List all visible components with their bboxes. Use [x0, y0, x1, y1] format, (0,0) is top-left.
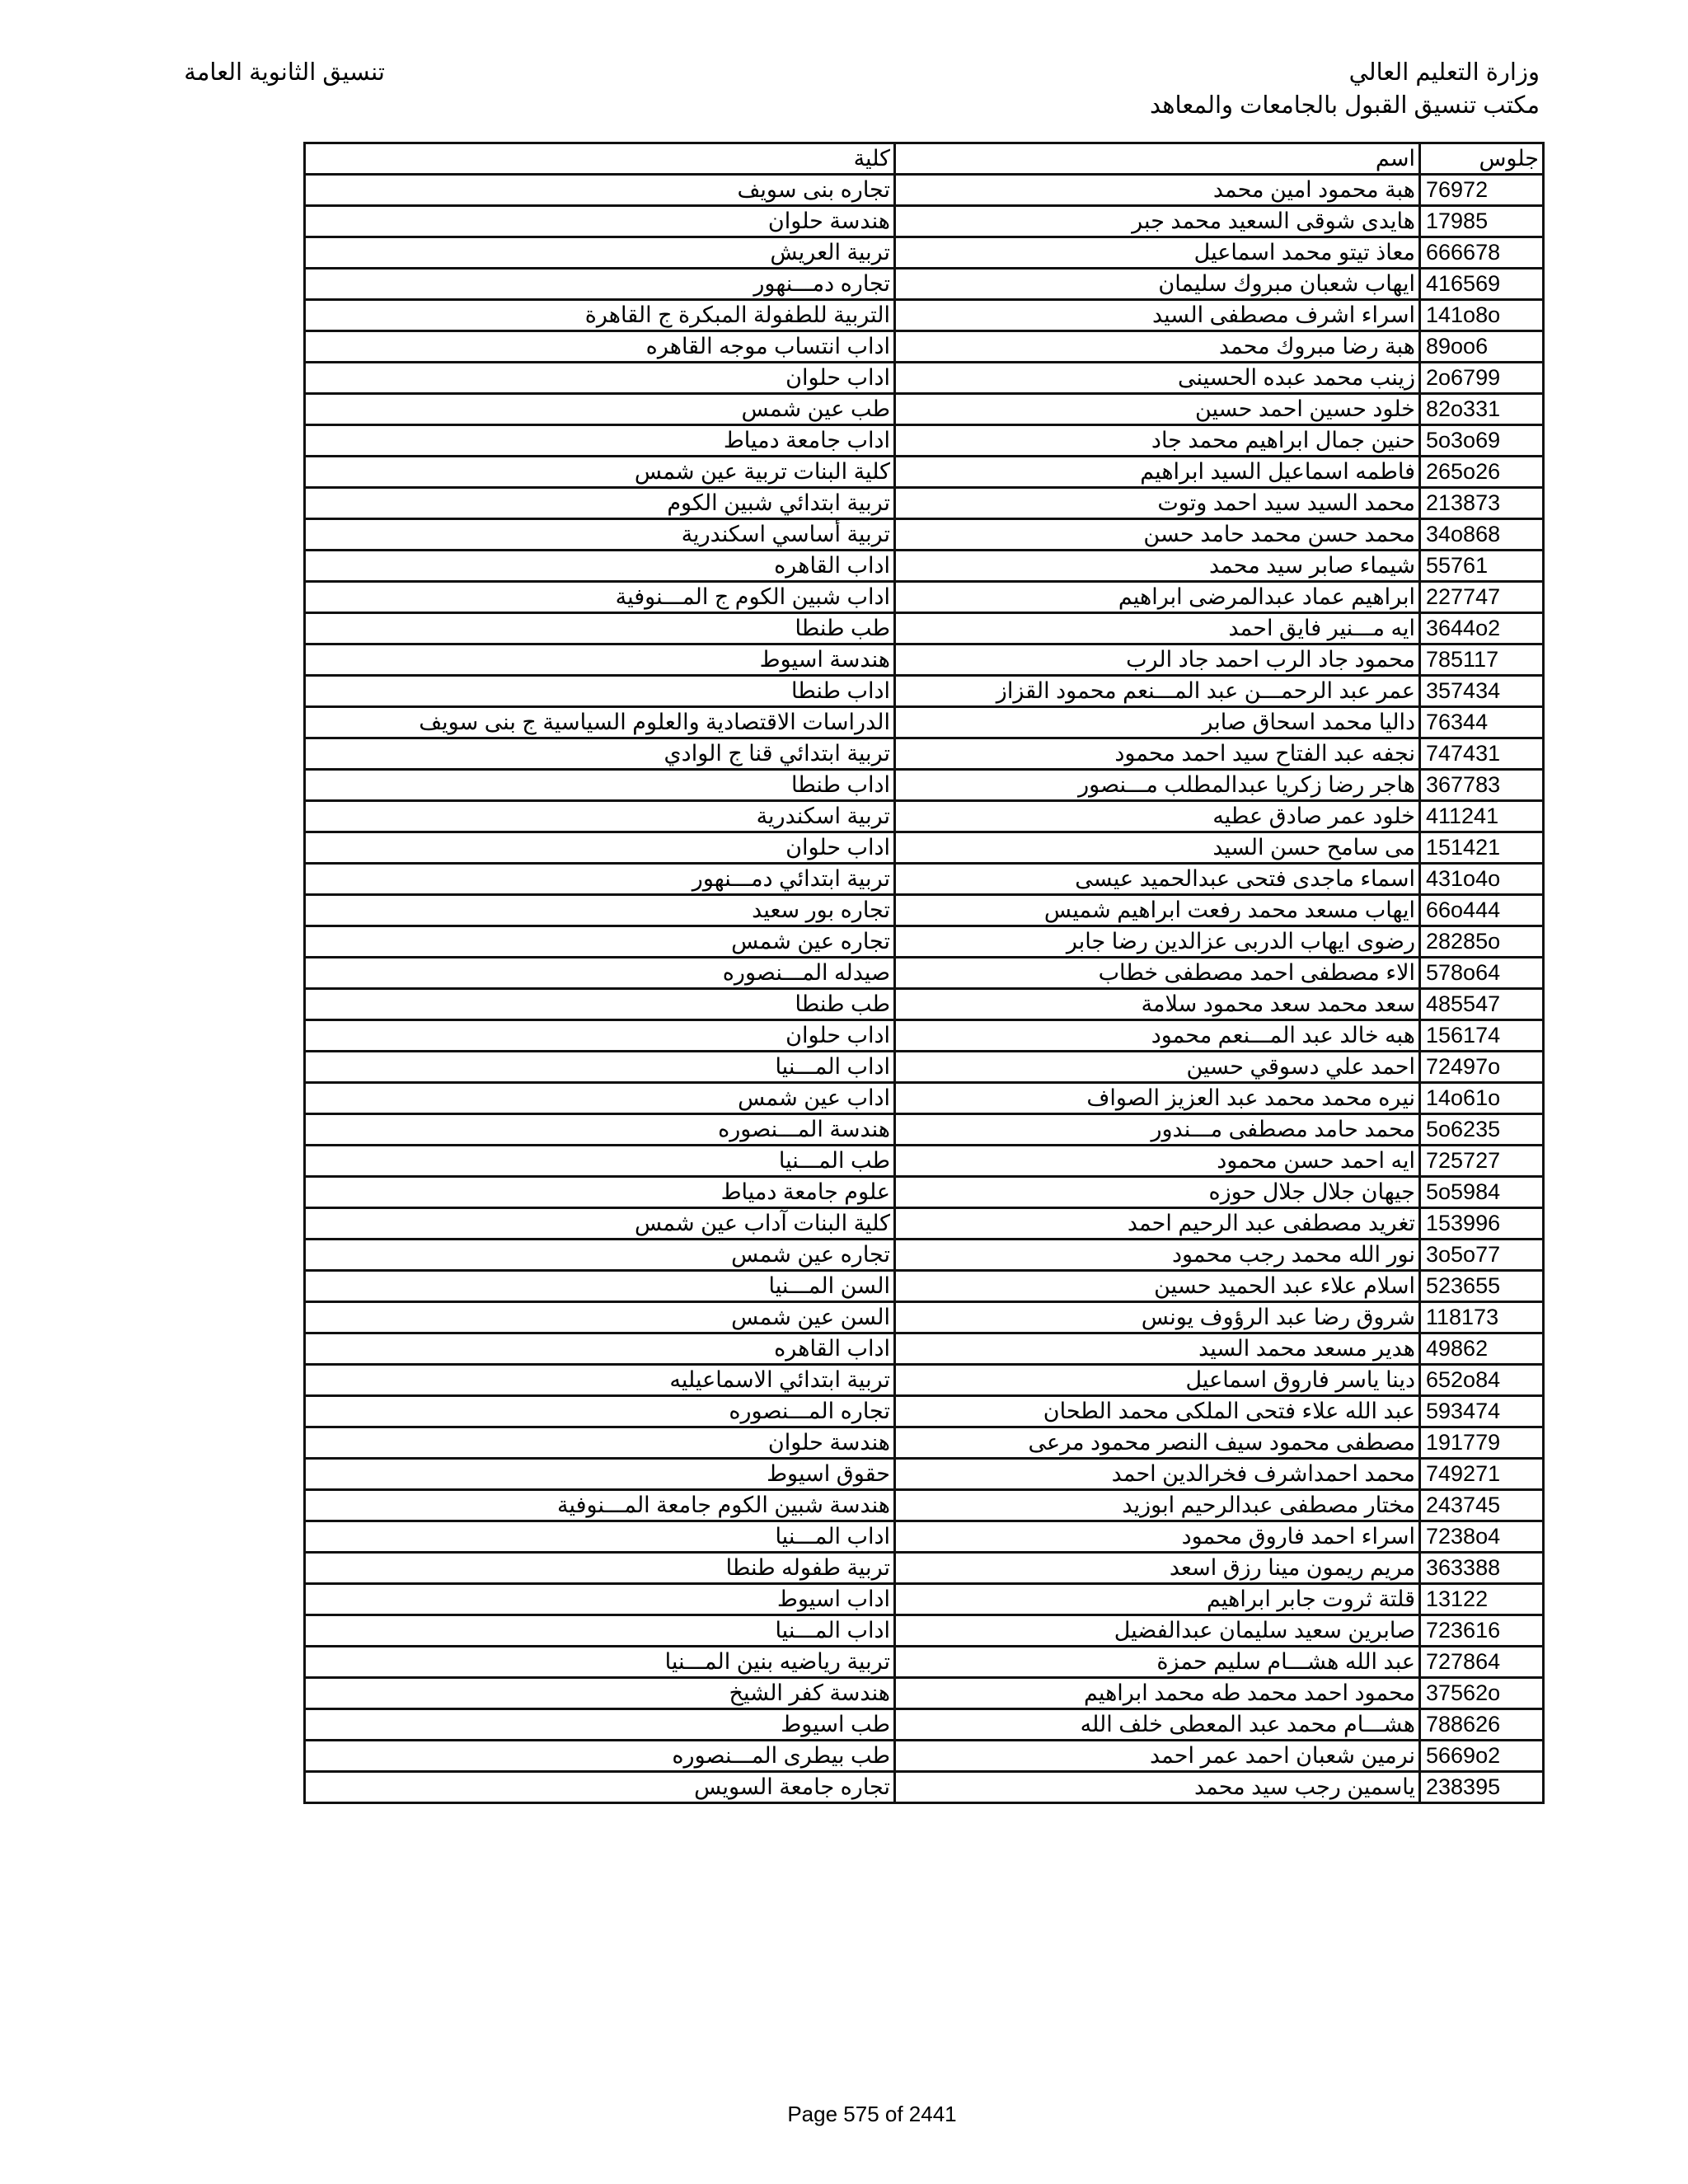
- seat-number: 153996: [1420, 1208, 1544, 1240]
- table-row: [305, 1709, 1544, 1741]
- student-name: نرمين شعبان احمد عمر احمد: [895, 1741, 1420, 1772]
- seat-number: 66o444: [1420, 895, 1544, 926]
- table-row: [305, 1240, 1544, 1271]
- student-name: ايهاب شعبان مبروك سليمان: [895, 269, 1420, 300]
- table-row: [305, 613, 1544, 644]
- student-name: خلود عمر صادق عطيه: [895, 801, 1420, 832]
- seat-number: 28285o: [1420, 926, 1544, 958]
- table-row: [305, 269, 1544, 300]
- student-name: دينا ياسر فاروق اسماعيل: [895, 1365, 1420, 1396]
- table-row: [305, 1114, 1544, 1146]
- seat-number: 156174: [1420, 1020, 1544, 1052]
- student-name: زينب محمد عبده الحسينى: [895, 363, 1420, 394]
- college: هندسة حلوان: [305, 1427, 895, 1459]
- college: تربية ابتدائي دمـــنهور: [305, 864, 895, 895]
- student-name: رضوى ايهاب الدربى عزالدين رضا جابر: [895, 926, 1420, 958]
- results-table: [303, 142, 1545, 1804]
- college: تجاره عين شمس: [305, 926, 895, 958]
- college: هندسة اسيوط: [305, 644, 895, 676]
- table-row: [305, 1584, 1544, 1615]
- student-name: حنين جمال ابراهيم محمد جاد: [895, 425, 1420, 457]
- college: السن المـــنيا: [305, 1271, 895, 1302]
- seat-number: 49862: [1420, 1333, 1544, 1365]
- college: تربية العريش: [305, 237, 895, 269]
- seat-number: 788626: [1420, 1709, 1544, 1741]
- table-row: [305, 801, 1544, 832]
- student-name: ايهاب مسعد محمد رفعت ابراهيم شميس: [895, 895, 1420, 926]
- college: تجاره جامعة السويس: [305, 1772, 895, 1803]
- table-row: [305, 394, 1544, 425]
- seat-number: 5669o2: [1420, 1741, 1544, 1772]
- college: هندسة شبين الكوم جامعة المـــنوفية: [305, 1490, 895, 1521]
- table-row: [305, 237, 1544, 269]
- seat-number: 55761: [1420, 551, 1544, 582]
- student-name: سعد محمد سعد محمود سلامة: [895, 989, 1420, 1020]
- college: علوم جامعة دمياط: [305, 1177, 895, 1208]
- seat-number: 416569: [1420, 269, 1544, 300]
- student-name: ياسمين رجب سيد محمد: [895, 1772, 1420, 1803]
- table-row: [305, 864, 1544, 895]
- student-name: تغريد مصطفى عبد الرحيم احمد: [895, 1208, 1420, 1240]
- table-row: [305, 519, 1544, 551]
- student-name: محمود احمد محمد طه محمد ابراهيم: [895, 1678, 1420, 1709]
- student-name: ايه مـــنير فايق احمد: [895, 613, 1420, 644]
- college: طب بيطرى المـــنصوره: [305, 1741, 895, 1772]
- header-name: اسم: [895, 143, 1420, 175]
- seat-number: 238395: [1420, 1772, 1544, 1803]
- table-row: [305, 989, 1544, 1020]
- seat-number: 5o6235: [1420, 1114, 1544, 1146]
- seat-number: 2o6799: [1420, 363, 1544, 394]
- table-row: [305, 895, 1544, 926]
- seat-number: 72497o: [1420, 1052, 1544, 1083]
- seat-number: 141o8o: [1420, 300, 1544, 331]
- college: اداب المـــنيا: [305, 1052, 895, 1083]
- seat-number: 578o64: [1420, 958, 1544, 989]
- college: اداب اسيوط: [305, 1584, 895, 1615]
- table-row: [305, 1020, 1544, 1052]
- student-name: اسراء احمد فاروق محمود: [895, 1521, 1420, 1553]
- student-name: صابرين سعيد سليمان عبدالفضيل: [895, 1615, 1420, 1647]
- table-row: [305, 707, 1544, 738]
- student-name: معاذ تيتو محمد اسماعيل: [895, 237, 1420, 269]
- seat-number: 363388: [1420, 1553, 1544, 1584]
- table-row: [305, 551, 1544, 582]
- table-row: [305, 1427, 1544, 1459]
- student-name: نور الله محمد رجب محمود: [895, 1240, 1420, 1271]
- college: السن عين شمس: [305, 1302, 895, 1333]
- table-row: [305, 1177, 1544, 1208]
- college: التربية للطفولة المبكرة ج القاهرة: [305, 300, 895, 331]
- student-name: نجفه عبد الفتاح سيد احمد محمود: [895, 738, 1420, 770]
- college: اداب حلوان: [305, 1020, 895, 1052]
- table-row: [305, 331, 1544, 363]
- student-name: شروق رضا عبد الرؤوف يونس: [895, 1302, 1420, 1333]
- table-row: [305, 300, 1544, 331]
- header-college: كلية: [305, 143, 895, 175]
- seat-number: 13122: [1420, 1584, 1544, 1615]
- table-row: [305, 206, 1544, 237]
- table-row: [305, 1678, 1544, 1709]
- seat-number: 7238o4: [1420, 1521, 1544, 1553]
- table-row: [305, 1490, 1544, 1521]
- seat-number: 265o26: [1420, 457, 1544, 488]
- student-name: مى سامح حسن السيد: [895, 832, 1420, 864]
- table-row: [305, 738, 1544, 770]
- student-name: ابراهيم عماد عبدالمرضى ابراهيم: [895, 582, 1420, 613]
- college: اداب شبين الكوم ج المـــنوفية: [305, 582, 895, 613]
- college: كلية البنات آداب عين شمس: [305, 1208, 895, 1240]
- college: اداب حلوان: [305, 832, 895, 864]
- student-name: عمر عبد الرحمـــن عبد المـــنعم محمود القزاز: [895, 676, 1420, 707]
- table-row: [305, 958, 1544, 989]
- student-name: قلتة ثروت جابر ابراهيم: [895, 1584, 1420, 1615]
- seat-number: 34o868: [1420, 519, 1544, 551]
- college: حقوق اسيوط: [305, 1459, 895, 1490]
- college: طب المـــنيا: [305, 1146, 895, 1177]
- seat-number: 593474: [1420, 1396, 1544, 1427]
- college: تجاره بنى سويف: [305, 175, 895, 206]
- table-row: [305, 676, 1544, 707]
- table-row: [305, 770, 1544, 801]
- table-row: [305, 1302, 1544, 1333]
- student-name: فاطمه اسماعيل السيد ابراهيم: [895, 457, 1420, 488]
- student-name: هاجر رضا زكريا عبدالمطلب مـــنصور: [895, 770, 1420, 801]
- college: اداب عين شمس: [305, 1083, 895, 1114]
- college: اداب المـــنيا: [305, 1615, 895, 1647]
- seat-number: 17985: [1420, 206, 1544, 237]
- student-name: محمود جاد الرب احمد جاد الرب: [895, 644, 1420, 676]
- student-name: عبد الله هشـــام سليم حمزة: [895, 1647, 1420, 1678]
- seat-number: 747431: [1420, 738, 1544, 770]
- college: كلية البنات تربية عين شمس: [305, 457, 895, 488]
- table-row: [305, 488, 1544, 519]
- table-row: [305, 1741, 1544, 1772]
- seat-number: 151421: [1420, 832, 1544, 864]
- seat-number: 5o5984: [1420, 1177, 1544, 1208]
- college: هندسة حلوان: [305, 206, 895, 237]
- header-id: جلوس: [1420, 143, 1544, 175]
- student-name: الاء مصطفى احمد مصطفى خطاب: [895, 958, 1420, 989]
- student-name: محمد السيد سيد احمد وتوت: [895, 488, 1420, 519]
- seat-number: 3o5o77: [1420, 1240, 1544, 1271]
- seat-number: 14o61o: [1420, 1083, 1544, 1114]
- seat-number: 37562o: [1420, 1678, 1544, 1709]
- student-name: جيهان جلال جلال حوزه: [895, 1177, 1420, 1208]
- table-row: [305, 1333, 1544, 1365]
- seat-number: 367783: [1420, 770, 1544, 801]
- college: اداب حلوان: [305, 363, 895, 394]
- table-row: [305, 1459, 1544, 1490]
- page-number: Page 575 of 2441: [787, 2102, 957, 2126]
- table-row: [305, 1615, 1544, 1647]
- college: تربية رياضيه بنين المـــنيا: [305, 1647, 895, 1678]
- seat-number: 666678: [1420, 237, 1544, 269]
- table-row: [305, 926, 1544, 958]
- student-name: محمد حسن محمد حامد حسن: [895, 519, 1420, 551]
- seat-number: 76972: [1420, 175, 1544, 206]
- college: هندسة كفر الشيخ: [305, 1678, 895, 1709]
- college: طب اسيوط: [305, 1709, 895, 1741]
- student-name: خلود حسين احمد حسين: [895, 394, 1420, 425]
- table-row: [305, 1647, 1544, 1678]
- table-row: [305, 1208, 1544, 1240]
- student-name: محمد حامد مصطفى مـــندور: [895, 1114, 1420, 1146]
- seat-number: 785117: [1420, 644, 1544, 676]
- college: اداب القاهره: [305, 551, 895, 582]
- seat-number: 727864: [1420, 1647, 1544, 1678]
- student-name: هشـــام محمد عبد المعطى خلف الله: [895, 1709, 1420, 1741]
- seat-number: 227747: [1420, 582, 1544, 613]
- seat-number: 431o4o: [1420, 864, 1544, 895]
- table-row: [305, 1052, 1544, 1083]
- table-row: [305, 1365, 1544, 1396]
- table-row: [305, 363, 1544, 394]
- student-name: هايدى شوقى السعيد محمد جبر: [895, 206, 1420, 237]
- seat-number: 5o3o69: [1420, 425, 1544, 457]
- student-name: مريم ريمون مينا رزق اسعد: [895, 1553, 1420, 1584]
- table-row: [305, 1083, 1544, 1114]
- secondary-title: تنسيق الثانوية العامة: [184, 59, 385, 86]
- table-row: [305, 1553, 1544, 1584]
- college: تجاره المـــنصوره: [305, 1396, 895, 1427]
- seat-number: 523655: [1420, 1271, 1544, 1302]
- office-title: مكتب تنسيق القبول بالجامعات والمعاهد: [1150, 92, 1540, 119]
- seat-number: 411241: [1420, 801, 1544, 832]
- seat-number: 213873: [1420, 488, 1544, 519]
- table-row: [305, 832, 1544, 864]
- student-name: اسماء ماجدى فتحى عبدالحميد عيسى: [895, 864, 1420, 895]
- seat-number: 723616: [1420, 1615, 1544, 1647]
- seat-number: 652o84: [1420, 1365, 1544, 1396]
- table-row: [305, 425, 1544, 457]
- college: الدراسات الاقتصادية والعلوم السياسية ج بنى سويف: [305, 707, 895, 738]
- seat-number: 243745: [1420, 1490, 1544, 1521]
- seat-number: 725727: [1420, 1146, 1544, 1177]
- table-row: [305, 1146, 1544, 1177]
- college: تربية اسكندرية: [305, 801, 895, 832]
- seat-number: 749271: [1420, 1459, 1544, 1490]
- college: طب طنطا: [305, 989, 895, 1020]
- college: تجاره عين شمس: [305, 1240, 895, 1271]
- student-name: محمد احمداشرف فخرالدين احمد: [895, 1459, 1420, 1490]
- college: هندسة المـــنصوره: [305, 1114, 895, 1146]
- college: اداب القاهره: [305, 1333, 895, 1365]
- table-row: [305, 1521, 1544, 1553]
- college: صيدله المـــنصوره: [305, 958, 895, 989]
- table-row: [305, 644, 1544, 676]
- student-name: هبة محمود امين محمد: [895, 175, 1420, 206]
- table-header-row: [305, 143, 1544, 175]
- student-name: هدير مسعد محمد السيد: [895, 1333, 1420, 1365]
- college: تربية ابتدائي الاسماعيليه: [305, 1365, 895, 1396]
- seat-number: 191779: [1420, 1427, 1544, 1459]
- student-name: عبد الله علاء فتحى الملكى محمد الطحان: [895, 1396, 1420, 1427]
- table-row: [305, 457, 1544, 488]
- college: تربية طفوله طنطا: [305, 1553, 895, 1584]
- student-name: نيره محمد محمد عبد العزيز الصواف: [895, 1083, 1420, 1114]
- student-name: اسراء اشرف مصطفى السيد: [895, 300, 1420, 331]
- college: تربية ابتدائي قنا ج الوادي: [305, 738, 895, 770]
- college: تربية أساسي اسكندرية: [305, 519, 895, 551]
- seat-number: 76344: [1420, 707, 1544, 738]
- student-name: مصطفى محمود سيف النصر محمود مرعى: [895, 1427, 1420, 1459]
- table-row: [305, 175, 1544, 206]
- student-name: هبه خالد عبد المـــنعم محمود: [895, 1020, 1420, 1052]
- student-name: اسلام علاء عبد الحميد حسين: [895, 1271, 1420, 1302]
- student-name: مختار مصطفى عبدالرحيم ابوزيد: [895, 1490, 1420, 1521]
- college: اداب طنطا: [305, 676, 895, 707]
- seat-number: 3644o2: [1420, 613, 1544, 644]
- college: طب طنطا: [305, 613, 895, 644]
- college: اداب جامعة دمياط: [305, 425, 895, 457]
- student-name: احمد علي دسوقي حسين: [895, 1052, 1420, 1083]
- seat-number: 485547: [1420, 989, 1544, 1020]
- seat-number: 82o331: [1420, 394, 1544, 425]
- seat-number: 89oo6: [1420, 331, 1544, 363]
- student-name: هبة رضا مبروك محمد: [895, 331, 1420, 363]
- seat-number: 357434: [1420, 676, 1544, 707]
- college: تجاره دمـــنهور: [305, 269, 895, 300]
- student-name: ايه احمد حسن محمود: [895, 1146, 1420, 1177]
- table-row: [305, 1396, 1544, 1427]
- college: اداب انتساب موجه القاهره: [305, 331, 895, 363]
- student-name: داليا محمد اسحاق صابر: [895, 707, 1420, 738]
- college: تجاره بور سعيد: [305, 895, 895, 926]
- student-name: شيماء صابر سيد محمد: [895, 551, 1420, 582]
- college: اداب طنطا: [305, 770, 895, 801]
- seat-number: 118173: [1420, 1302, 1544, 1333]
- college: تربية ابتدائي شبين الكوم: [305, 488, 895, 519]
- college: اداب المـــنيا: [305, 1521, 895, 1553]
- table-row: [305, 1772, 1544, 1803]
- college: طب عين شمس: [305, 394, 895, 425]
- ministry-title: وزارة التعليم العالي: [1348, 59, 1540, 86]
- table-row: [305, 582, 1544, 613]
- table-row: [305, 1271, 1544, 1302]
